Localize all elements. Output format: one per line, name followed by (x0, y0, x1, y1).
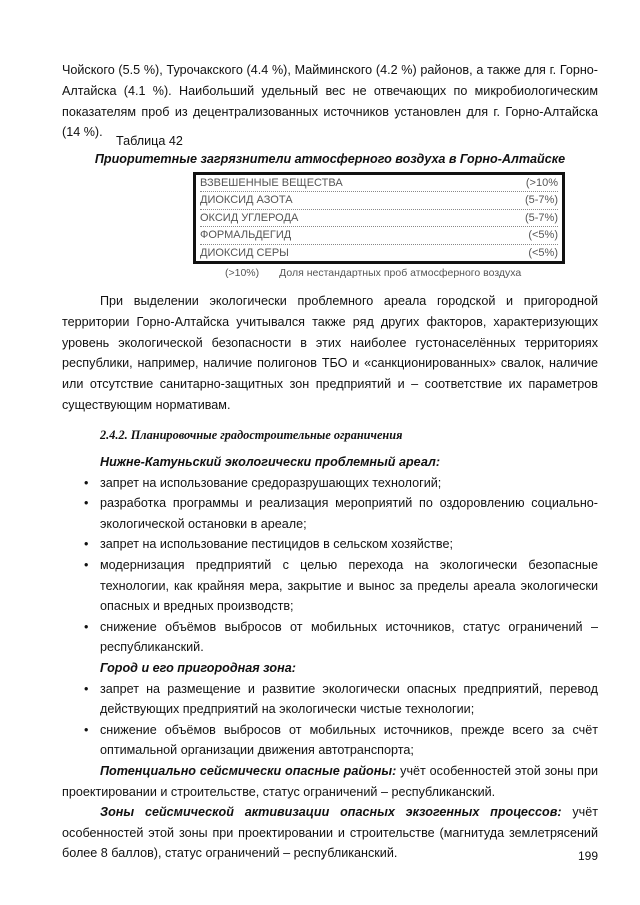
pollutant-share: (<5%) (528, 229, 558, 242)
restrictions-body (62, 452, 598, 864)
list-item: • модернизация предприятий с целью перехода на экологически безопасные технологии, как крайняя мера, закрытие и вынос за пределы ареала экологически опасных и вредных производств; (62, 555, 598, 617)
intro-paragraph: Чойского (5.5 %), Турочакского (4.4 %), Майминского (4.2 %) районов, а также для г. Горно-Алтайска (4.1 %). Наибольший удельный вес не отвечающих по микробиологическим показателям проб из децентрализованных источников установлен для г. Горно-Алтайска (14 %). (62, 63, 598, 140)
legend-text: Доля нестандартных проб атмосферного воздуха (279, 267, 522, 279)
table-title: Приоритетные загрязнители атмосферного воздуха в Горно-Алтайске (94, 152, 566, 166)
pollutant-share: (5-7%) (524, 211, 558, 224)
area2-list (62, 679, 598, 761)
exo-text: учёт особенностей этой зоны при проектировании и строительстве (магнитуда землетрясений более 8 баллов), статус ограничений – республиканский. (62, 805, 598, 861)
seismic-text: учёт особенностей этой зоны при проектировании и строительстве, статус ограничений – республиканский. (62, 763, 598, 799)
pollutant-share: (<5%) (528, 246, 558, 259)
seismic-paragraph (62, 761, 598, 802)
table-row (200, 227, 558, 244)
seismic-title: Потенциально сейсмически опасные районы: (100, 763, 397, 778)
paragraph-factors: При выделении экологически проблемного ареала городской и пригородной территории Горно-Алтайска учитывался также ряд других факторов, характеризующих уровень экологической безопасности в этих наиболее густонаселённых территориях республики, например, наличие полигонов ТБО и «санкционированных» свалок, наличие или отсутствие санитарно-защитных зон предприятий и – соответствие их параметров существующим нормативам. (62, 294, 598, 412)
table-row (200, 175, 558, 192)
table-caption: Таблица 42 (116, 134, 183, 148)
page-number: 199 (577, 849, 598, 863)
list-item: • снижение объёмов выбросов от мобильных источников, статус ограничений – республиканский. (62, 617, 598, 658)
area1-title: Нижне-Катуньский экологически проблемный ареал: (100, 455, 441, 469)
pollutant-name: ДИОКСИД СЕРЫ (200, 246, 289, 259)
pollutant-name: ДИОКСИД АЗОТА (200, 194, 293, 207)
table-row (200, 192, 558, 209)
exo-title: Зоны сейсмической активизации опасных экзогенных процессов: (100, 805, 562, 820)
pollutant-name: ВЗВЕШЕННЫЕ ВЕЩЕСТВА (200, 177, 343, 189)
table-row (200, 245, 558, 261)
pollutant-name: ОКСИД УГЛЕРОДА (200, 211, 299, 224)
legend-key: (>10%) (225, 267, 260, 279)
area1-list (62, 473, 598, 658)
list-item: • запрет на использование средоразрушающих технологий; (62, 473, 598, 494)
list-item: • разработка программы и реализация мероприятий по оздоровлению социально-экологической остановки в ареале; (62, 493, 598, 534)
list-item: • запрет на использование пестицидов в сельском хозяйстве; (62, 534, 598, 555)
section-heading: 2.4.2. Планировочные градостроительные ограничения (100, 428, 403, 442)
list-item: • запрет на размещение и развитие экологически опасных предприятий, перевод действующих предприятий на экологически чистые технологии; (62, 679, 598, 720)
table-row (200, 210, 558, 227)
pollutant-share: (>10% (525, 177, 558, 189)
exo-paragraph (62, 802, 598, 864)
pollutant-name: ФОРМАЛЬДЕГИД (200, 229, 292, 242)
table-legend (225, 267, 541, 279)
pollutant-share: (5-7%) (524, 194, 558, 207)
area2-title: Город и его пригородная зона: (100, 660, 296, 675)
pollutants-table (193, 172, 565, 264)
list-item: • снижение объёмов выбросов от мобильных источников, прежде всего за счёт оптимальной организации движения автотранспорта; (62, 720, 598, 761)
